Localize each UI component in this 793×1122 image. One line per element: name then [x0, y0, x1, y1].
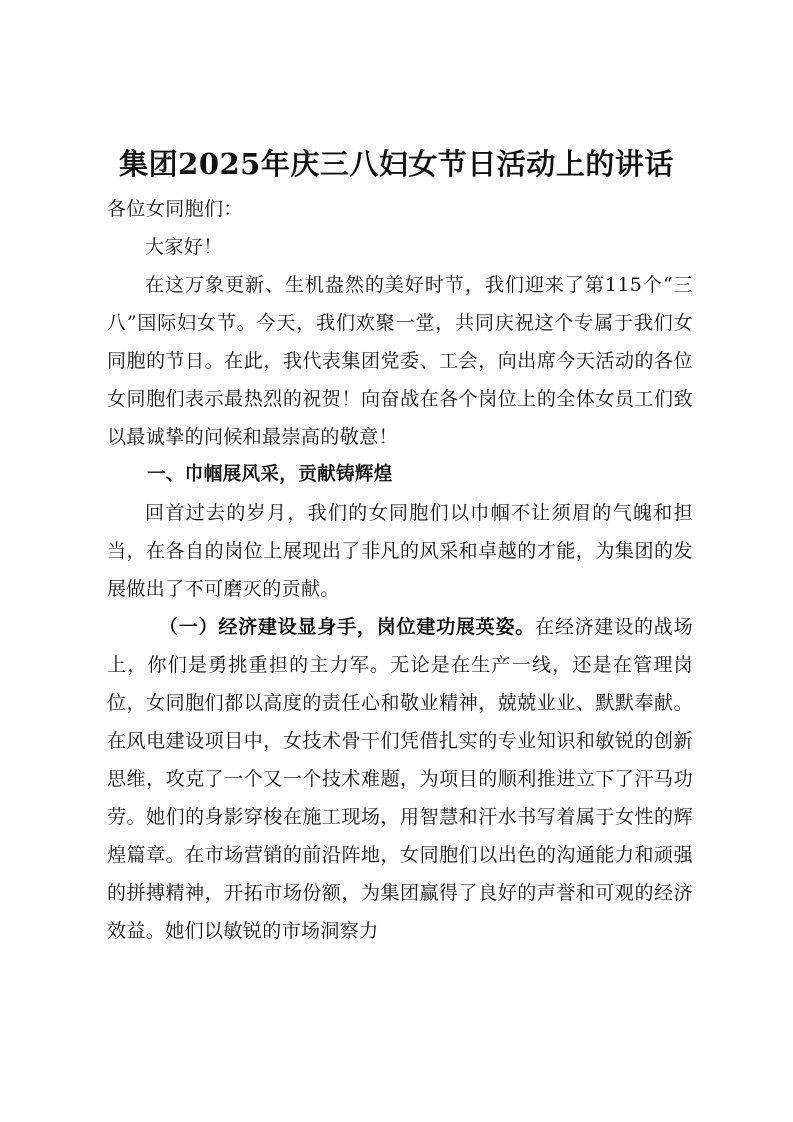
- opening-paragraph: 在这万象更新、生机盎然的美好时节，我们迎来了第115个“三八”国际妇女节。今天，我们欢聚一堂，共同庆祝这个专属于我们女同胞的节日。在此，我代表集团党委、工会，向出席今天活动的各位女同胞们表示最热烈的祝贺！向奋战在各个岗位上的全体女员工们致以最诚挚的问候和最崇高的敬意！: [107, 274, 693, 448]
- document-title: 集团2025年庆三八妇女节日活动上的讲话: [119, 147, 674, 181]
- greeting: 大家好！: [145, 236, 223, 258]
- salutation: 各位女同胞们：: [107, 198, 243, 220]
- subsection-lead: （一）经济建设显身手，岗位建功展英姿。: [159, 616, 536, 638]
- section-intro-paragraph: 回首过去的岁月，我们的女同胞们以巾帼不让须眉的气魄和担当，在各自的岗位上展现出了非凡的风采和卓越的才能，为集团的发展做出了不可磨灭的贡献。: [107, 502, 693, 600]
- subsection-text: 在经济建设的战场上，你们是勇挑重担的主力军。无论是在生产一线，还是在管理岗位，女同胞们都以高度的责任心和敬业精神，兢兢业业、默默奉献。在风电建设项目中，女技术骨干们凭借扎实的专业知识和敏锐的创新思维，攻克了一个又一个技术难题，为项目的顺利推进立下了汗马功劳。她们的身影穿梭在施工现场，用智慧和汗水书写着属于女性的辉煌篇章。在市场营销的前沿阵地，女同胞们以出色的沟通能力和顽强的拼搏精神，开拓市场份额，为集团赢得了良好的声誉和可观的经济效益。她们以敏锐的市场洞察力: [107, 616, 693, 942]
- section-heading: 一、巾帼展风采，贡献铸辉煌: [147, 464, 393, 485]
- document-body: [107, 190, 693, 950]
- subsection-paragraph: [107, 608, 693, 950]
